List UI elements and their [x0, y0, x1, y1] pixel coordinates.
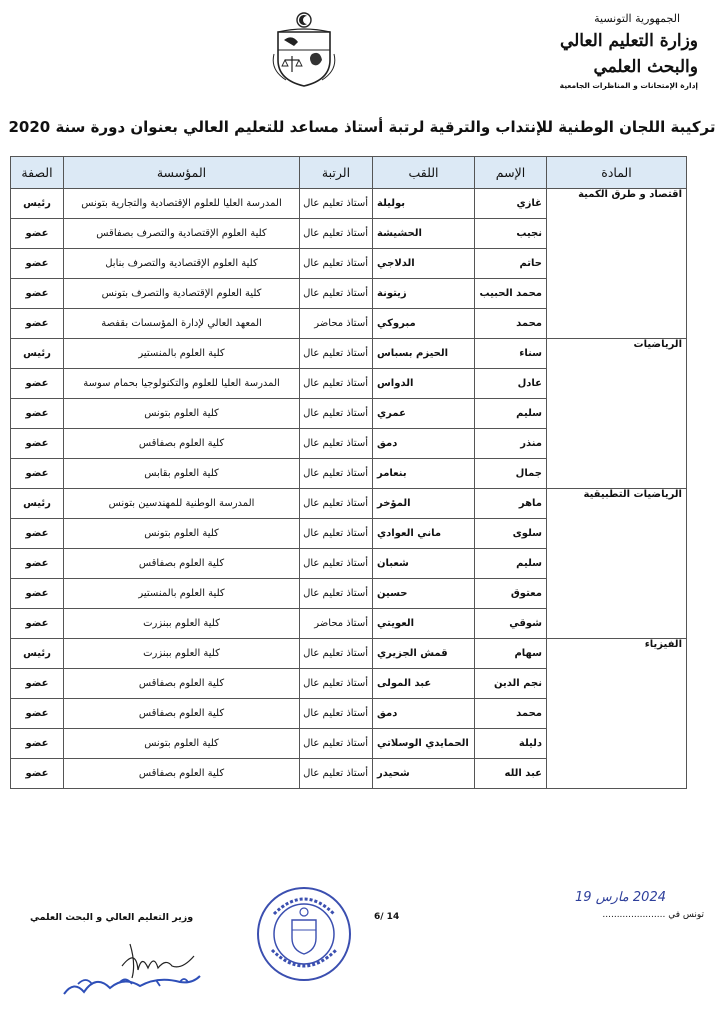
role-cell: عضو: [11, 249, 64, 279]
rank-cell: أستاذ تعليم عال: [300, 249, 373, 279]
first-name-cell: ماهر: [475, 489, 547, 519]
rank-cell: أستاذ تعليم عال: [300, 549, 373, 579]
minister-signature: [60, 936, 220, 1006]
table-row: [11, 639, 687, 669]
role-cell: رئيس: [11, 489, 64, 519]
role-cell: رئيس: [11, 189, 64, 219]
institution-cell: كلية العلوم الإقتصادية والتصرف بنابل: [64, 249, 300, 279]
last-name-cell: ماني العوادي: [373, 519, 475, 549]
institution-cell: كلية العلوم بصفاقس: [64, 759, 300, 789]
first-name-cell: غازي: [475, 189, 547, 219]
institution-cell: كلية العلوم ببنزرت: [64, 609, 300, 639]
rank-cell: أستاذ محاضر: [300, 309, 373, 339]
first-name-cell: سليم: [475, 399, 547, 429]
last-name-cell: العويتي: [373, 609, 475, 639]
institution-cell: كلية العلوم بالمنستير: [64, 339, 300, 369]
role-cell: عضو: [11, 699, 64, 729]
first-name-cell: محمد: [475, 699, 547, 729]
subject-cell: الفيزياء: [547, 639, 687, 789]
last-name-cell: قمش الجزيري: [373, 639, 475, 669]
rank-cell: أستاذ تعليم عال: [300, 489, 373, 519]
institution-cell: كلية العلوم بقابس: [64, 459, 300, 489]
column-header-institution: المؤسسة: [64, 157, 300, 189]
date-label: تونس في ......................: [602, 910, 704, 920]
minister-title: وزير التعليم العالي و البحث العلمي: [30, 912, 194, 923]
role-cell: عضو: [11, 279, 64, 309]
first-name-cell: محمد: [475, 309, 547, 339]
last-name-cell: عمري: [373, 399, 475, 429]
rank-cell: أستاذ تعليم عال: [300, 189, 373, 219]
role-cell: رئيس: [11, 639, 64, 669]
rank-cell: أستاذ تعليم عال: [300, 399, 373, 429]
rank-cell: أستاذ تعليم عال: [300, 639, 373, 669]
page-title: تركيبة اللجان الوطنية للإنتداب والترقية لرتبة أستاذ مساعد للتعليم العالي بعنوان دورة سنة 2020: [8, 118, 716, 136]
first-name-cell: دليلة: [475, 729, 547, 759]
last-name-cell: شعبان: [373, 549, 475, 579]
rank-cell: أستاذ تعليم عال: [300, 429, 373, 459]
first-name-cell: نجيب: [475, 219, 547, 249]
first-name-cell: نجم الدين: [475, 669, 547, 699]
last-name-cell: مبروكي: [373, 309, 475, 339]
column-header-role: الصفة: [11, 157, 64, 189]
subject-cell: الرياضيات التطبيقية: [547, 489, 687, 639]
role-cell: عضو: [11, 729, 64, 759]
first-name-cell: شوقي: [475, 609, 547, 639]
role-cell: عضو: [11, 519, 64, 549]
institution-cell: كلية العلوم بصفاقس: [64, 549, 300, 579]
column-header-last-name: اللقب: [373, 157, 475, 189]
last-name-cell: بنعامر: [373, 459, 475, 489]
institution-cell: كلية العلوم بصفاقس: [64, 669, 300, 699]
rank-cell: أستاذ تعليم عال: [300, 369, 373, 399]
role-cell: عضو: [11, 609, 64, 639]
last-name-cell: عبد المولى: [373, 669, 475, 699]
first-name-cell: سلوى: [475, 519, 547, 549]
institution-cell: المعهد العالي لإدارة المؤسسات بقفصة: [64, 309, 300, 339]
institution-cell: كلية العلوم بصفاقس: [64, 429, 300, 459]
institution-cell: المدرسة العليا للعلوم الإقتصادية والتجارية بتونس: [64, 189, 300, 219]
last-name-cell: حسين: [373, 579, 475, 609]
role-cell: عضو: [11, 759, 64, 789]
ministry-header: [498, 12, 698, 90]
role-cell: رئيس: [11, 339, 64, 369]
institution-cell: كلية العلوم بتونس: [64, 399, 300, 429]
column-header-subject: المادة: [547, 157, 687, 189]
coat-of-arms-icon: [272, 10, 336, 88]
first-name-cell: سناء: [475, 339, 547, 369]
rank-cell: أستاذ تعليم عال: [300, 519, 373, 549]
institution-cell: كلية العلوم الإقتصادية والتصرف بتونس: [64, 279, 300, 309]
last-name-cell: الدواس: [373, 369, 475, 399]
rank-cell: أستاذ تعليم عال: [300, 699, 373, 729]
institution-cell: كلية العلوم بصفاقس: [64, 699, 300, 729]
role-cell: عضو: [11, 399, 64, 429]
role-cell: عضو: [11, 219, 64, 249]
role-cell: عضو: [11, 579, 64, 609]
table-header-row: [11, 157, 687, 189]
last-name-cell: شحيدر: [373, 759, 475, 789]
first-name-cell: جمال: [475, 459, 547, 489]
column-header-first-name: الإسم: [475, 157, 547, 189]
department-label: إدارة الإمتحانات و المناظرات الجامعية: [559, 81, 698, 90]
committee-table: [10, 156, 687, 789]
last-name-cell: الحيزم بسباس: [373, 339, 475, 369]
last-name-cell: الدلاجي: [373, 249, 475, 279]
rank-cell: أستاذ تعليم عال: [300, 579, 373, 609]
institution-cell: كلية العلوم بتونس: [64, 519, 300, 549]
role-cell: عضو: [11, 669, 64, 699]
institution-cell: المدرسة الوطنية للمهندسين بتونس: [64, 489, 300, 519]
institution-cell: المدرسة العليا للعلوم والتكنولوجيا بحمام سوسة: [64, 369, 300, 399]
subject-cell: اقتصاد و طرق الكمية: [547, 189, 687, 339]
ministry-name-line1: وزارة التعليم العالي: [559, 31, 698, 51]
first-name-cell: حاتم: [475, 249, 547, 279]
handwritten-date: 2024 مارس 19: [575, 890, 666, 905]
role-cell: عضو: [11, 549, 64, 579]
column-header-rank: الرتبة: [300, 157, 373, 189]
date-block: [575, 890, 704, 920]
last-name-cell: الحشيشة: [373, 219, 475, 249]
rank-cell: أستاذ تعليم عال: [300, 459, 373, 489]
rank-cell: أستاذ تعليم عال: [300, 729, 373, 759]
first-name-cell: معتوق: [475, 579, 547, 609]
ministry-name-line2: والبحث العلمي: [593, 57, 698, 77]
institution-cell: كلية العلوم الإقتصادية والتصرف بصفاقس: [64, 219, 300, 249]
rank-cell: أستاذ تعليم عال: [300, 669, 373, 699]
role-cell: عضو: [11, 459, 64, 489]
first-name-cell: عادل: [475, 369, 547, 399]
last-name-cell: دمق: [373, 429, 475, 459]
last-name-cell: دمق: [373, 699, 475, 729]
rank-cell: أستاذ تعليم عال: [300, 339, 373, 369]
subject-cell: الرياضيات: [547, 339, 687, 489]
role-cell: عضو: [11, 369, 64, 399]
table-row: [11, 489, 687, 519]
table-row: [11, 189, 687, 219]
institution-cell: كلية العلوم بتونس: [64, 729, 300, 759]
republic-label: الجمهورية التونسية: [594, 12, 680, 25]
first-name-cell: منذر: [475, 429, 547, 459]
first-name-cell: عبد الله: [475, 759, 547, 789]
first-name-cell: محمد الحبيب: [475, 279, 547, 309]
rank-cell: أستاذ تعليم عال: [300, 219, 373, 249]
first-name-cell: سليم: [475, 549, 547, 579]
last-name-cell: الحمايدي الوسلاتي: [373, 729, 475, 759]
last-name-cell: المؤخر: [373, 489, 475, 519]
ministry-seal-stamp: [254, 884, 354, 984]
page-number: 6/ 14: [374, 912, 400, 922]
rank-cell: أستاذ تعليم عال: [300, 759, 373, 789]
role-cell: عضو: [11, 429, 64, 459]
rank-cell: أستاذ محاضر: [300, 609, 373, 639]
institution-cell: كلية العلوم ببنزرت: [64, 639, 300, 669]
rank-cell: أستاذ تعليم عال: [300, 279, 373, 309]
institution-cell: كلية العلوم بالمنستير: [64, 579, 300, 609]
role-cell: عضو: [11, 309, 64, 339]
table-row: [11, 339, 687, 369]
last-name-cell: زيتونة: [373, 279, 475, 309]
last-name-cell: بوليلة: [373, 189, 475, 219]
first-name-cell: سهام: [475, 639, 547, 669]
